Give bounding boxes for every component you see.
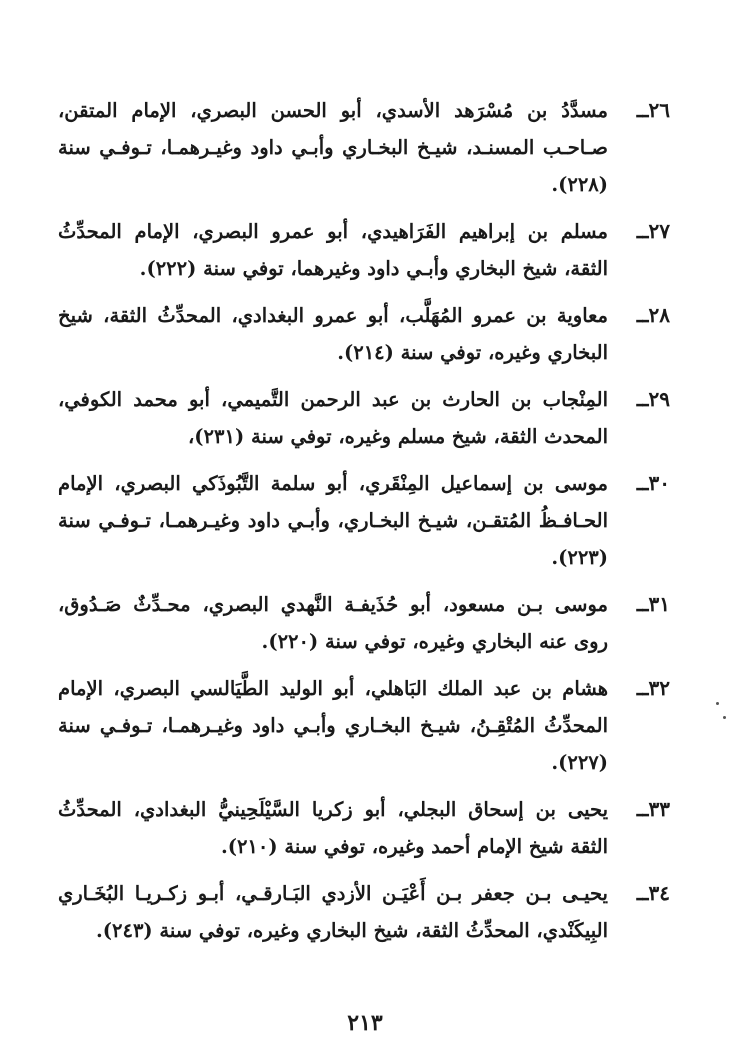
- entry: [58, 670, 670, 781]
- entry-text: مسلم بن إبراهيم الفَرَاهيدي، أبو عمرو البصري، الإمام المحدِّثُ الثقة، شيخ البخاري وأبـي داود وغيرهما، توفي سنة (٢٢٢).: [58, 220, 608, 280]
- entry-text: يحيـى بـن جعفر بـن أَعْيَـن الأزدي البَـارقـي، أبـو زكـريـا البُخَـاري البِيكَنْدي، المحدِّثُ الثقة، شيخ البخاري وغيره، توفي سنة (٢٤٣).: [58, 882, 608, 942]
- entry: [58, 92, 670, 203]
- entries-list: [58, 92, 670, 959]
- entry: [58, 381, 670, 455]
- entry: [58, 791, 670, 865]
- entry-text: موسى بـن مسعود، أبو حُذَيفـة النَّهدي البصري، محـدِّثٌ صَـدُوق، روى عنه البخاري وغيره، توفي سنة (٢٢٠).: [58, 593, 608, 653]
- entry-text: يحيى بن إسحاق البجلي، أبو زكريا السَّيْلَحِينيُّ البغدادي، المحدِّثُ الثقة شيخ الإمام أحمد وغيره، توفي سنة (٢١٠).: [58, 798, 608, 858]
- entry-text: معاوية بن عمرو المُهَلَّب، أبو عمرو البغدادي، المحدِّثُ الثقة، شيخ البخاري وغيره، توفي سنة (٢١٤).: [58, 304, 608, 364]
- entry-text: مسدَّدُ بن مُسْرَهد الأسدي، أبو الحسن البصري، الإمام المتقن، صـاحـب المسنـد، شيـخ البخـاري وأبـي داود وغيـرهمـا، تـوفـي سنة (٢٢٨).: [58, 99, 608, 196]
- entry-number: ٢٦ــ: [636, 98, 670, 122]
- entry-number: ٢٧ــ: [636, 219, 670, 243]
- margin-mark: [723, 716, 726, 719]
- entry-text: المِنْجاب بن الحارث بن عبد الرحمن التَّميمي، أبو محمد الكوفي، المحدث الثقة، شيخ مسلم وغيره، توفي سنة (٢٣١)،: [58, 388, 608, 448]
- entry-number: ٣٣ــ: [636, 797, 670, 821]
- entry-text: موسى بن إسماعيل المِنْقَري، أبو سلمة التَّبُوذَكي البصري، الإمام الحـافـظُ المُتقـن، شيـخ البخـاري، وأبـي داود وغيـرهمـا، تـوفـي سنة (٢٢٣).: [58, 472, 608, 569]
- entry-number: ٣٢ــ: [636, 676, 670, 700]
- entry-number: ٣٠ــ: [636, 471, 670, 495]
- entry-number: ٣٤ــ: [636, 881, 670, 905]
- entry-number: ٢٩ــ: [636, 387, 670, 411]
- entry: [58, 465, 670, 576]
- entry-number: ٢٨ــ: [636, 303, 670, 327]
- entry: [58, 213, 670, 287]
- entry: [58, 297, 670, 371]
- entry-number: ٣١ــ: [636, 592, 670, 616]
- margin-mark: [716, 702, 719, 705]
- entry: [58, 586, 670, 660]
- entry: [58, 875, 670, 949]
- page-number: ٢١٣: [347, 1010, 383, 1036]
- entry-text: هشام بن عبد الملك البَاهلي، أبو الوليد الطَّيَالسي البصري، الإمام المحدِّثُ المُتْقِـنُ، شيـخ البخـاري وأبـي داود وغيـرهمـا، تـوفـي سنة (٢٢٧).: [58, 677, 608, 774]
